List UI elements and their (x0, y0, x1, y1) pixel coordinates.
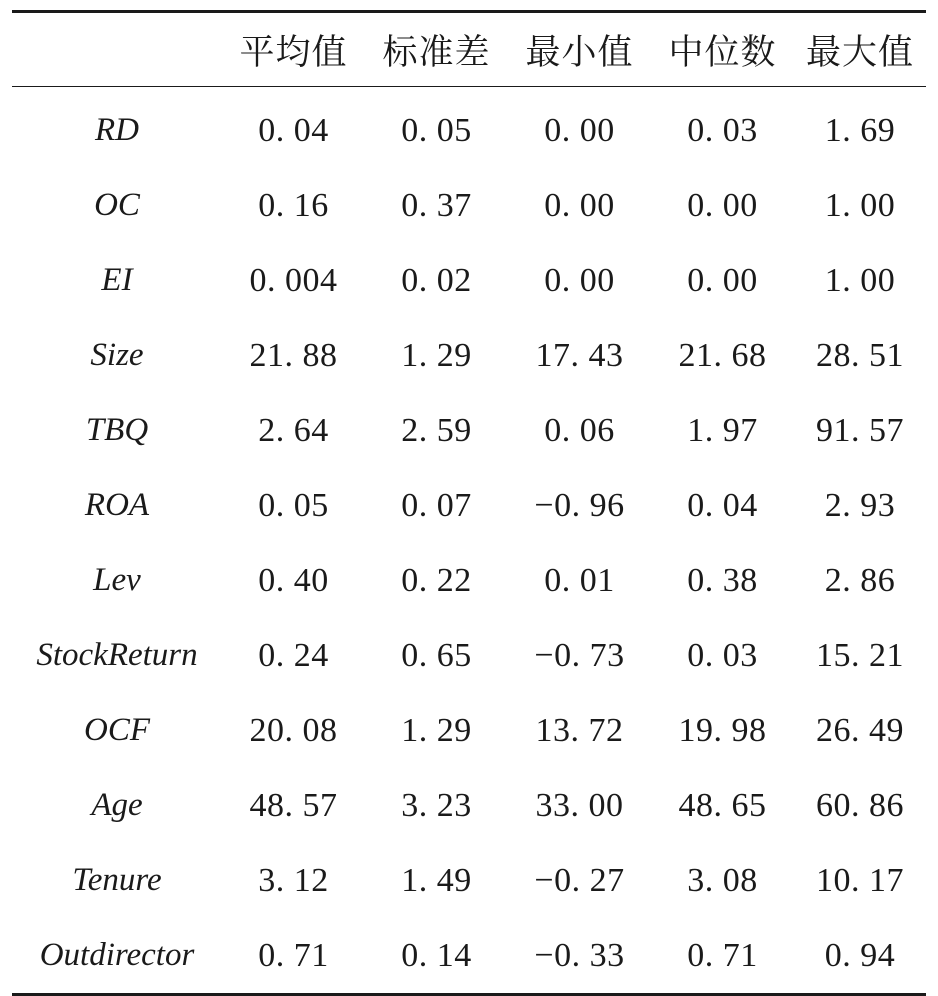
max-value: 15. 21 (816, 636, 904, 674)
table-row (12, 168, 926, 243)
table-row (12, 87, 926, 169)
std-dev-value: 0. 37 (401, 186, 472, 224)
min-value: −0. 33 (534, 936, 625, 974)
min-value: 13. 72 (535, 711, 624, 749)
min-value: 0. 00 (544, 111, 615, 149)
min-value: 17. 43 (535, 336, 624, 374)
std-dev-value: 0. 07 (401, 486, 472, 524)
std-dev-value: 0. 22 (401, 561, 472, 599)
median-value: 48. 65 (678, 786, 767, 824)
max-value: 60. 86 (816, 786, 904, 824)
row-variable-name: Tenure (72, 862, 162, 898)
median-value: 19. 98 (678, 711, 767, 749)
table-row (12, 918, 926, 995)
table-row (12, 843, 926, 918)
min-value: −0. 96 (534, 486, 625, 524)
table-row (12, 693, 926, 768)
max-value: 1. 69 (824, 111, 896, 149)
min-value: 33. 00 (535, 786, 624, 824)
table-row (12, 618, 926, 693)
table-row (12, 768, 926, 843)
table-body (12, 87, 926, 995)
median-value: 0. 00 (687, 186, 758, 224)
min-value: 0. 00 (544, 261, 615, 299)
mean-value: 0. 16 (258, 186, 329, 224)
mean-value: 0. 71 (258, 936, 329, 974)
row-variable-name: Lev (93, 562, 141, 598)
header-median: 中位数 (668, 32, 777, 73)
mean-value: 20. 08 (249, 711, 338, 749)
header-mean: 平均值 (239, 32, 348, 73)
median-value: 0. 00 (687, 261, 758, 299)
median-value: 0. 38 (687, 561, 758, 599)
max-value: 28. 51 (816, 336, 904, 374)
row-variable-name: Outdirector (39, 937, 195, 973)
table-row (12, 243, 926, 318)
row-variable-name: OCF (84, 712, 150, 748)
median-value: 3. 08 (687, 861, 758, 899)
std-dev-value: 1. 49 (401, 861, 472, 899)
max-value: 91. 57 (816, 411, 904, 449)
mean-value: 21. 88 (249, 336, 338, 374)
header-row (12, 12, 926, 87)
row-variable-name: TBQ (85, 412, 149, 448)
mean-value: 0. 05 (258, 486, 329, 524)
row-variable-name: OC (94, 187, 140, 223)
header-min: 最小值 (525, 32, 634, 73)
table-row (12, 468, 926, 543)
descriptive-statistics-table (12, 10, 926, 996)
median-value: 1. 97 (687, 411, 758, 449)
std-dev-value: 2. 59 (401, 411, 472, 449)
row-variable-name: ROA (84, 487, 150, 523)
std-dev-value: 0. 02 (401, 261, 472, 299)
max-value: 1. 00 (824, 186, 896, 224)
max-value: 10. 17 (816, 861, 904, 899)
min-value: 0. 06 (544, 411, 615, 449)
header-variable (12, 12, 222, 87)
max-value: 2. 93 (824, 486, 896, 524)
std-dev-value: 1. 29 (401, 711, 472, 749)
table-header (12, 12, 926, 87)
header-std-dev: 标准差 (382, 32, 491, 73)
mean-value: 0. 04 (258, 111, 329, 149)
median-value: 0. 03 (687, 111, 758, 149)
table-row (12, 318, 926, 393)
median-value: 0. 03 (687, 636, 758, 674)
std-dev-value: 1. 29 (401, 336, 472, 374)
std-dev-value: 0. 05 (401, 111, 472, 149)
mean-value: 0. 40 (258, 561, 329, 599)
median-value: 0. 71 (687, 936, 758, 974)
table-row (12, 543, 926, 618)
mean-value: 0. 004 (249, 261, 338, 299)
min-value: −0. 27 (534, 861, 625, 899)
header-max: 最大值 (805, 32, 914, 73)
min-value: 0. 00 (544, 186, 615, 224)
mean-value: 0. 24 (258, 636, 329, 674)
min-value: −0. 73 (534, 636, 625, 674)
mean-value: 3. 12 (258, 861, 329, 899)
median-value: 21. 68 (678, 336, 767, 374)
mean-value: 2. 64 (258, 411, 329, 449)
row-variable-name: EI (101, 262, 133, 298)
row-variable-name: RD (95, 112, 139, 148)
std-dev-value: 3. 23 (401, 786, 472, 824)
mean-value: 48. 57 (249, 786, 338, 824)
median-value: 0. 04 (687, 486, 758, 524)
max-value: 2. 86 (824, 561, 896, 599)
max-value: 1. 00 (824, 261, 896, 299)
max-value: 26. 49 (816, 711, 904, 749)
max-value: 0. 94 (824, 936, 896, 974)
descriptive-statistics-table-container (12, 10, 926, 996)
std-dev-value: 0. 14 (401, 936, 472, 974)
std-dev-value: 0. 65 (401, 636, 472, 674)
row-variable-name: Age (91, 787, 143, 823)
min-value: 0. 01 (544, 561, 615, 599)
row-variable-name: Size (90, 337, 144, 373)
row-variable-name: StockReturn (36, 637, 198, 673)
table-row (12, 393, 926, 468)
